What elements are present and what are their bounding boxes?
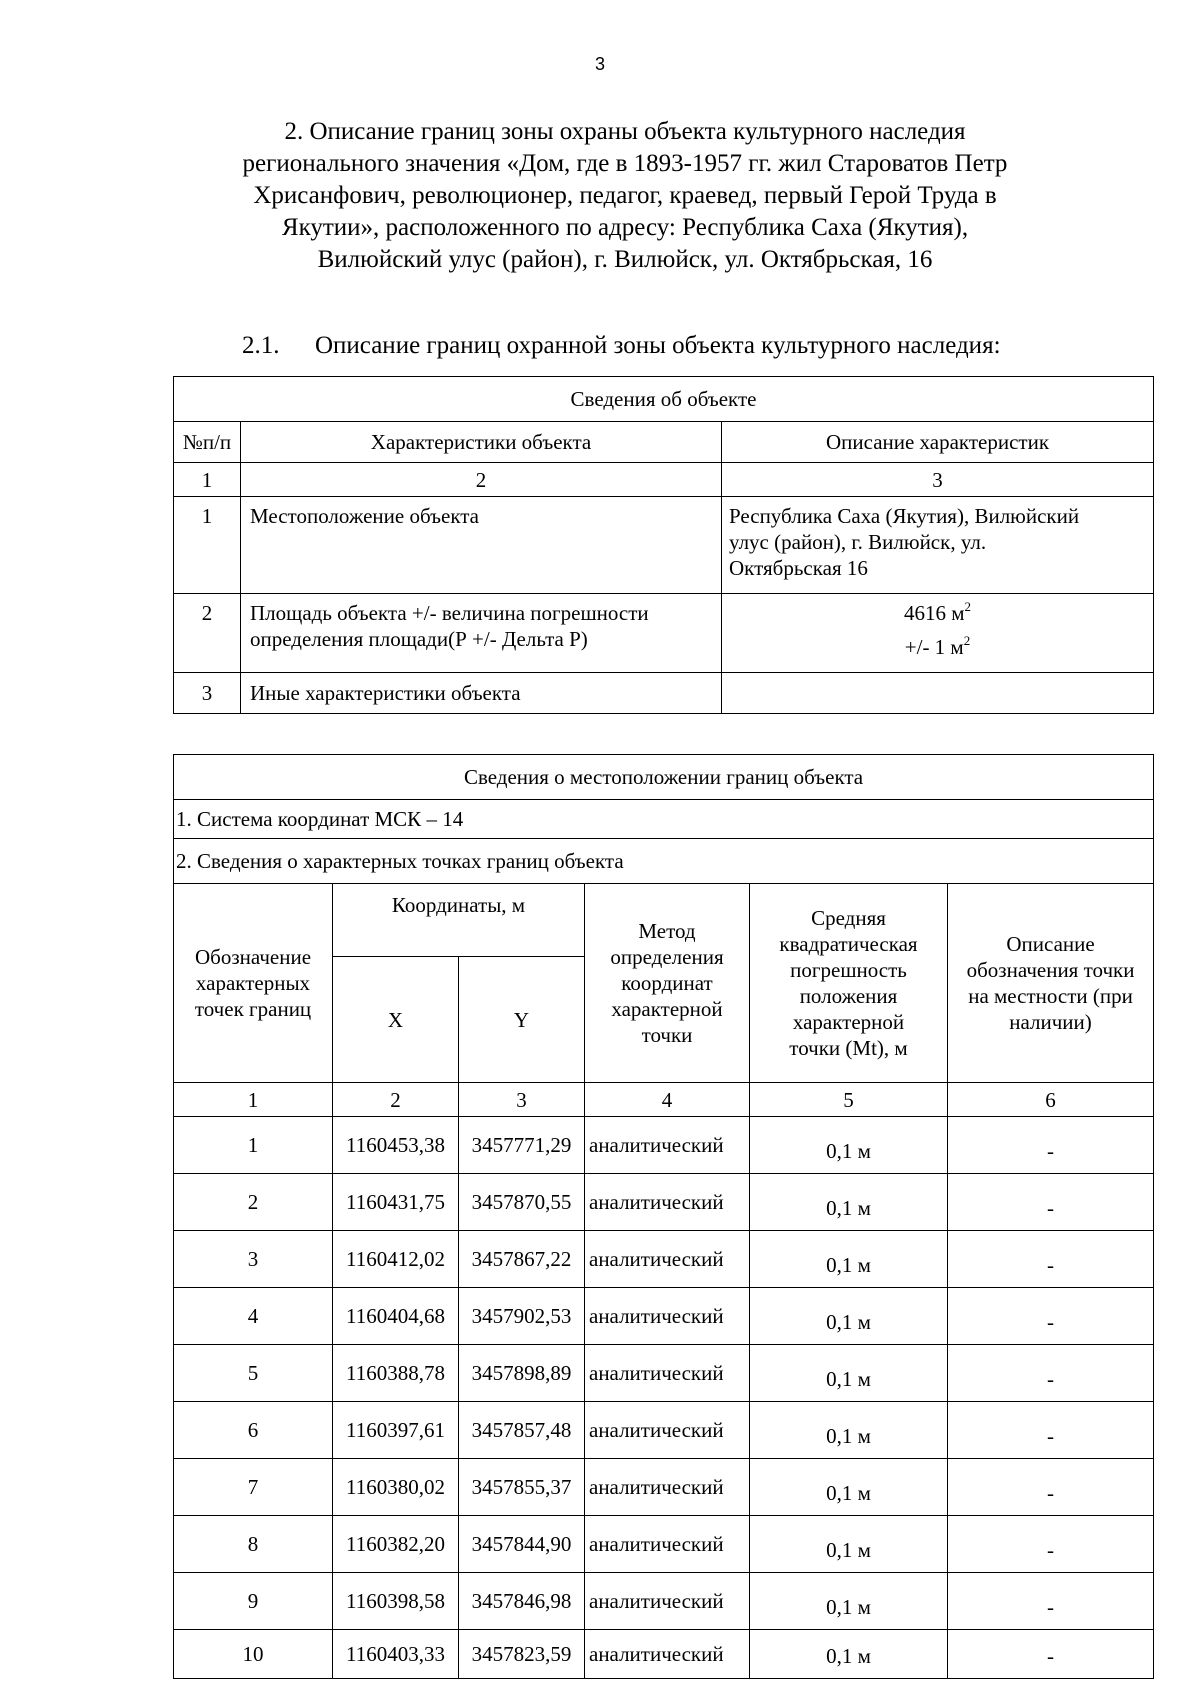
column-number: 1 [174,1083,333,1117]
header-line: точки (Mt), м [789,1036,908,1060]
point-description: - [948,1117,1154,1174]
area-line [722,600,1153,626]
page-number: 3 [594,54,605,74]
point-id: 3 [174,1231,333,1288]
point-y: 3457902,53 [459,1288,585,1345]
point-method: аналитический [585,1459,750,1516]
header-line: положения [799,984,898,1008]
header-description [948,884,1154,1083]
location-line: Республика Саха (Якутия), Вилюйский [729,504,1080,528]
point-error: 0,1 м [750,1288,948,1345]
heading-line: регионального значения «Дом, где в 1893-1957 гг. жил Староватов Петр [242,150,1008,177]
table-row [174,1459,1154,1516]
header-error [750,884,948,1083]
unit-power: 2 [963,633,971,648]
header-line: квадратическая [779,932,918,956]
table-row [174,1630,1154,1679]
characteristic-line: Площадь объекта +/- величина погрешности [250,601,649,625]
area-error: +/- 1 м [904,635,964,659]
point-y: 3457846,98 [459,1573,585,1630]
location-value [722,497,1154,594]
point-y: 3457823,59 [459,1630,585,1679]
point-error: 0,1 м [750,1117,948,1174]
point-y: 3457771,29 [459,1117,585,1174]
header-y: Y [459,957,585,1083]
point-method: аналитический [585,1345,750,1402]
table-row [174,1573,1154,1630]
subsection-number: 2.1. [242,332,280,359]
characteristic-value-empty [722,673,1154,714]
point-y: 3457855,37 [459,1459,585,1516]
point-method: аналитический [585,1288,750,1345]
characteristic-name: Иные характеристики объекта [241,673,722,714]
column-header-description: Описание характеристик [722,422,1154,463]
characteristic-name [241,594,722,673]
area-number: 4616 м [903,601,965,625]
location-line: улус (район), г. Вилюйск, ул. [729,530,987,554]
column-number: 6 [948,1083,1154,1117]
header-line: Метод [638,919,696,943]
point-id: 7 [174,1459,333,1516]
header-line: на местности (при [968,984,1133,1008]
header-line: обозначения точки [966,958,1135,982]
point-method: аналитический [585,1402,750,1459]
point-description: - [948,1288,1154,1345]
point-id: 8 [174,1516,333,1573]
column-number: 4 [585,1083,750,1117]
point-x: 1160403,33 [333,1630,459,1679]
point-description: - [948,1459,1154,1516]
point-id: 9 [174,1573,333,1630]
header-method [585,884,750,1083]
area-value [722,594,1154,673]
header-line: Средняя [811,906,886,930]
object-info-table [173,376,1154,714]
point-y: 3457844,90 [459,1516,585,1573]
header-designation [174,884,333,1083]
point-id: 4 [174,1288,333,1345]
table-row [174,1288,1154,1345]
point-error: 0,1 м [750,1573,948,1630]
coordinate-system: 1. Система координат МСК – 14 [174,800,1154,839]
header-line: точки [641,1023,693,1047]
area-error-line [722,634,1153,660]
table-row [174,673,1154,714]
point-error: 0,1 м [750,1516,948,1573]
point-x: 1160380,02 [333,1459,459,1516]
column-number: 3 [459,1083,585,1117]
column-number: 2 [333,1083,459,1117]
header-line: погрешность [790,958,907,982]
point-description: - [948,1402,1154,1459]
header-line: характерной [611,997,723,1021]
point-x: 1160388,78 [333,1345,459,1402]
header-x: X [333,957,459,1083]
point-id: 2 [174,1174,333,1231]
column-number: 1 [174,463,241,497]
boundary-points-table [173,754,1154,1679]
heading-line: Хрисанфович, революционер, педагог, краевед, первый Герой Труда в [253,182,997,209]
header-line: определения [610,945,724,969]
point-x: 1160382,20 [333,1516,459,1573]
point-error: 0,1 м [750,1630,948,1679]
object-table-title: Сведения об объекте [174,377,1154,422]
point-y: 3457898,89 [459,1345,585,1402]
point-id: 5 [174,1345,333,1402]
subsection-heading [242,330,1001,362]
header-line: координат [621,971,713,995]
point-method: аналитический [585,1630,750,1679]
row-number: 1 [174,497,241,594]
point-error: 0,1 м [750,1402,948,1459]
header-line: Описание [1006,932,1095,956]
point-method: аналитический [585,1174,750,1231]
point-description: - [948,1573,1154,1630]
table-row [174,1516,1154,1573]
point-x: 1160431,75 [333,1174,459,1231]
table-row [174,497,1154,594]
point-description: - [948,1231,1154,1288]
point-error: 0,1 м [750,1231,948,1288]
point-method: аналитический [585,1117,750,1174]
table-row [174,1402,1154,1459]
point-id: 10 [174,1630,333,1679]
point-x: 1160397,61 [333,1402,459,1459]
point-description: - [948,1516,1154,1573]
row-number: 2 [174,594,241,673]
point-error: 0,1 м [750,1174,948,1231]
point-description: - [948,1345,1154,1402]
column-header-number: №п/п [174,422,241,463]
point-x: 1160398,58 [333,1573,459,1630]
location-line: Октябрьская 16 [729,556,868,580]
header-line: наличии) [1009,1010,1092,1034]
column-number: 5 [750,1083,948,1117]
point-id: 6 [174,1402,333,1459]
point-x: 1160404,68 [333,1288,459,1345]
point-x: 1160453,38 [333,1117,459,1174]
header-line: точек границ [194,997,312,1021]
unit-power: 2 [964,599,972,614]
column-number: 2 [241,463,722,497]
header-coordinates: Координаты, м [333,884,585,957]
point-error: 0,1 м [750,1459,948,1516]
point-x: 1160412,02 [333,1231,459,1288]
subsection-text: Описание границ охранной зоны объекта культурного наследия: [315,332,1001,359]
table-row [174,1345,1154,1402]
heading-line: Вилюйский улус (район), г. Вилюйск, ул. Октябрьская, 16 [317,246,933,273]
section-heading [185,116,1065,276]
point-y: 3457870,55 [459,1174,585,1231]
heading-line: Якутии», расположенного по адресу: Республика Саха (Якутия), [281,214,969,241]
table-row [174,1174,1154,1231]
point-method: аналитический [585,1231,750,1288]
boundary-table-title: Сведения о местоположении границ объекта [174,755,1154,800]
header-line: характерных [195,971,311,995]
column-number: 3 [722,463,1154,497]
header-line: характерной [792,1010,905,1034]
point-id: 1 [174,1117,333,1174]
point-description: - [948,1630,1154,1679]
point-description: - [948,1174,1154,1231]
column-header-characteristics: Характеристики объекта [241,422,722,463]
header-line: Обозначение [194,945,312,969]
heading-line: 2. Описание границ зоны охраны объекта культурного наследия [284,118,966,145]
point-error: 0,1 м [750,1345,948,1402]
table-row [174,1117,1154,1174]
points-section-title: 2. Сведения о характерных точках границ объекта [174,839,1154,884]
point-y: 3457857,48 [459,1402,585,1459]
characteristic-line: определения площади(Р +/- Дельта Р) [250,627,588,651]
table-row [174,594,1154,673]
point-method: аналитический [585,1516,750,1573]
row-number: 3 [174,673,241,714]
point-method: аналитический [585,1573,750,1630]
point-y: 3457867,22 [459,1231,585,1288]
characteristic-name: Местоположение объекта [241,497,722,594]
table-row [174,1231,1154,1288]
